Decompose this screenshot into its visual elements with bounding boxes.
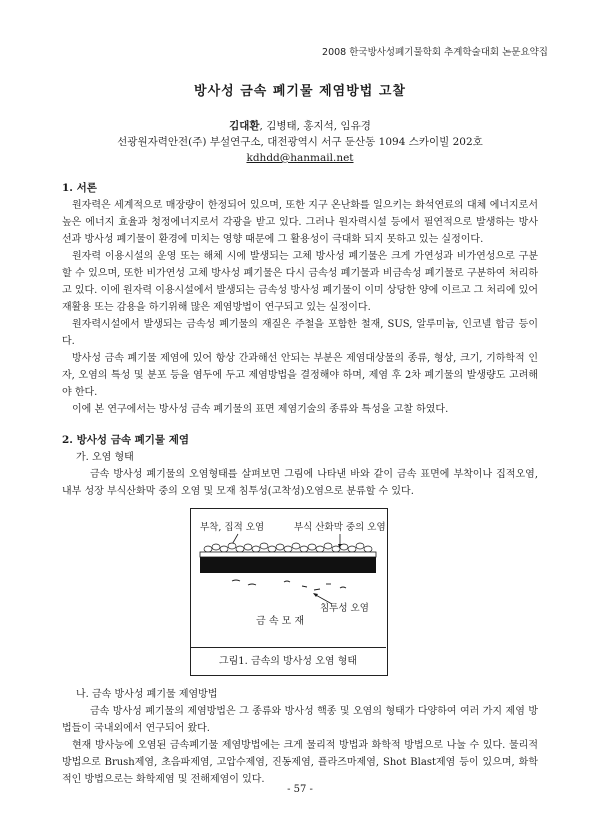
deposit-particles	[204, 543, 372, 552]
author-block	[0, 118, 600, 166]
metal-surface-layer	[200, 557, 376, 573]
section-introduction	[62, 180, 538, 418]
section1-heading: 1. 서론	[62, 182, 97, 194]
section1-paragraph-5: 이에 본 연구에서는 방사성 금속 폐기물의 표면 제염기술의 종류와 특성을 고찰 하였다.	[72, 404, 449, 415]
subsection-b-paragraph-2: 현재 방사능에 오염된 금속폐기물 제염방법에는 크게 물리적 방법과 화학적 방법으로 나눌 수 있다. 물리적 방법으로 Brush제염, 초음파제염, 고압수제염, 진동제염, 플라즈마제염, Shot Blast제염 등이 있으며, 화학적인 방법으로는 화학제염 및 전해제염이 있다.	[62, 740, 538, 785]
figure-caption: 그림1. 금속의 방사성 오염 형태	[190, 647, 386, 675]
label-oxide: 부식 산화막 중의 오염	[294, 522, 386, 533]
subsection-b-heading: 나. 금속 방사성 폐기물 제염방법	[76, 689, 218, 700]
subsection-b-paragraph-1: 금속 방사성 폐기물의 제염방법은 그 종류와 방사성 핵종 및 오염의 형태가 다양하여 여러 가지 제염 방법들이 국내외에서 연구되어 왔다.	[62, 706, 538, 734]
main-author: 김대환	[229, 120, 260, 132]
section-decontamination	[62, 432, 538, 500]
arrow-penetration-head	[313, 593, 318, 597]
oxide-layer	[200, 552, 376, 557]
label-base-metal: 금 속 모 재	[256, 616, 305, 627]
contamination-diagram	[190, 508, 386, 648]
subsection-a-heading: 가. 오염 형태	[76, 452, 134, 463]
co-authors: , 김병태, 홍지석, 임유경	[259, 120, 371, 132]
subsection-a-paragraph: 금속 방사성 폐기물의 오염형태를 살펴보면 그림에 나타낸 바와 같이 금속 표면에 부착이나 집적오염, 내부 성장 부식산화막 중의 오염 및 모재 침투성(고착성)오염으로 분류할 수 있다.	[62, 469, 538, 497]
author-line	[0, 118, 600, 134]
section1-paragraph-3: 원자력시설에서 발생되는 금속성 폐기물의 재질은 주철을 포함한 철재, SUS, 알루미늄, 인코넬 합금 등이다.	[62, 319, 538, 347]
penetration-marks	[232, 580, 346, 590]
affiliation: 선광원자력안전(주) 부설연구소, 대전광역시 서구 둔산동 1094 스카이빌 202호	[117, 136, 483, 148]
author-email-link[interactable]: kdhdd@hanmail.net	[246, 152, 354, 164]
section-methods	[62, 686, 538, 788]
section1-paragraph-2: 원자력 이용시설의 운영 또는 해체 시에 발생되는 고체 방사성 폐기물은 크게 가연성과 비가연성으로 구분할 수 있으며, 또한 비가연성 고체 방사성 폐기물은 다시 금속성 폐기물과 비금속성 폐기물로 구분하여 처리하고 있다. 이에 원자력 이용시설에서 발생되는 금속성 방사성 폐기물이 이미 상당한 양에 이르고 그 처리에 있어 재활용 또는 감용을 하기위해 많은 제염방법이 연구되고 있는 실정이다.	[62, 251, 538, 313]
section2-heading: 2. 방사성 금속 폐기물 제염	[62, 434, 190, 446]
label-deposit: 부착, 집적 오염	[200, 522, 265, 533]
paper-title: 방사성 금속 폐기물 제염방법 고찰	[194, 84, 406, 99]
section1-paragraph-1: 원자력은 세계적으로 매장량이 한정되어 있으며, 또한 지구 온난화를 일으키는 화석연료의 대체 에너지로서 높은 에너지 효율과 청정에너지로서 각광을 받고 있다. 그러나 원자력시설 등에서 필연적으로 발생하는 방사선과 방사성 폐기물이 환경에 미치는 영향 때문에 그 활용성이 극대화 되지 못하고 있는 실정이다.	[62, 200, 538, 245]
proceedings-header: 2008 한국방사성폐기물학회 추계학술대회 논문요약집	[322, 47, 548, 58]
label-penetration: 침투성 오염	[320, 603, 369, 614]
section1-paragraph-4: 방사성 금속 폐기물 제염에 있어 항상 간과해선 안되는 부분은 제염대상물의 종류, 형상, 크기, 기하학적 인자, 오염의 특성 및 분포 등을 염두에 두고 제염방법을 결정해야 하며, 제염 후 2차 폐기물의 발생량도 고려해야 한다.	[62, 353, 538, 398]
page-number: - 57 -	[287, 784, 313, 795]
